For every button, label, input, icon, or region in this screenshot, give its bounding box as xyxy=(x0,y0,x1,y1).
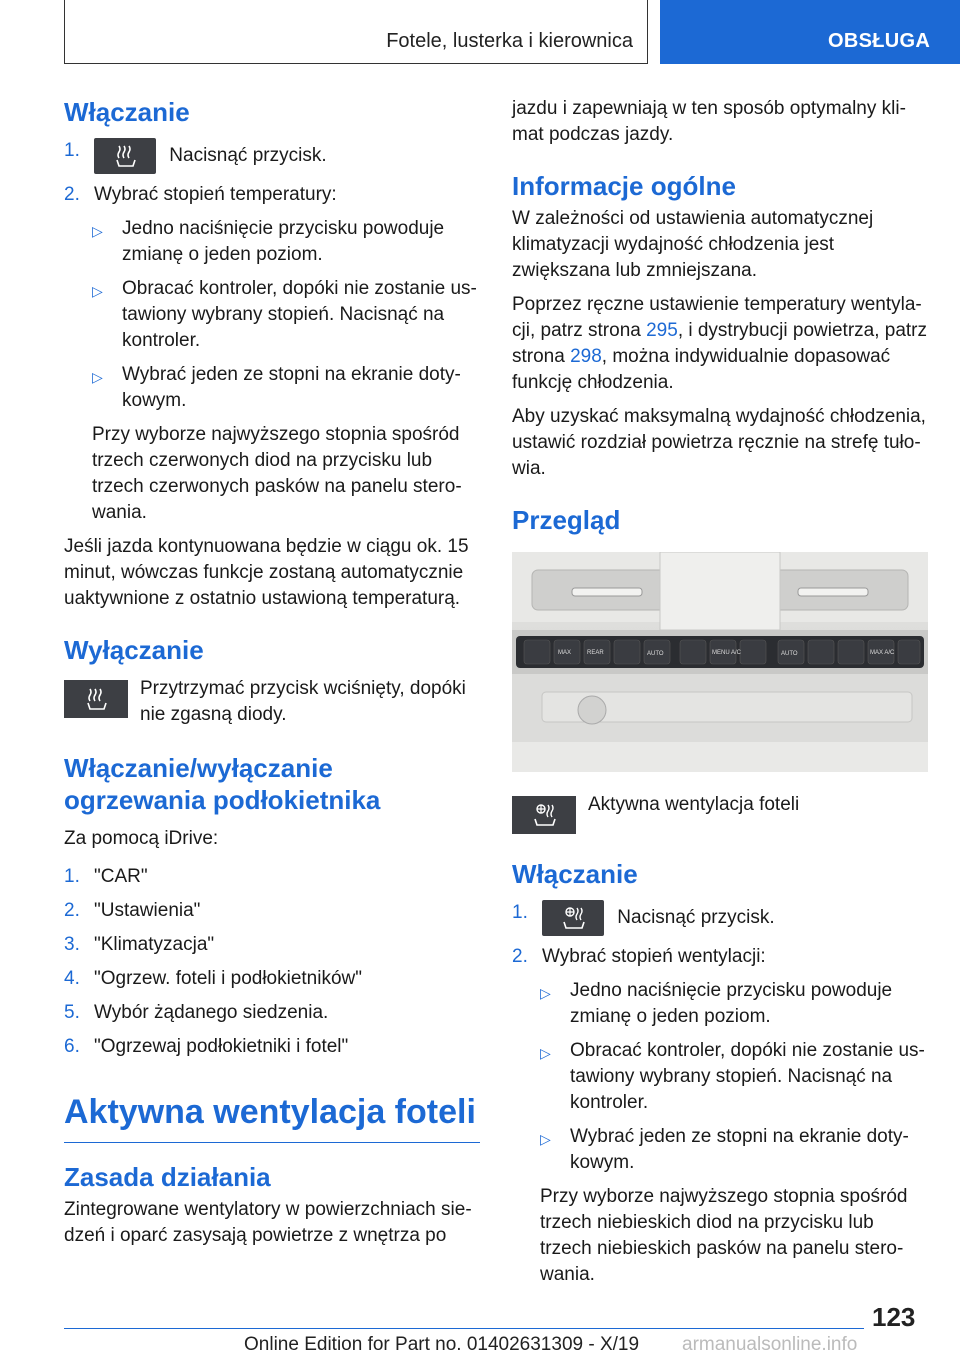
heading-wlaczanie-vent: Włączanie xyxy=(512,859,638,889)
right-column xyxy=(512,96,928,1296)
panel-label-auto: AUTO xyxy=(647,651,664,657)
heading-armrest: Włączanie/wyłączanie ogrzewania podłokietnika xyxy=(64,753,381,815)
idrive-step: 5. Wybór żądanego siedzenia. xyxy=(64,1002,329,1023)
note-text: Przy wyborze najwyższego stopnia spośród trzech czerwonych diod na przycisku lub trzech czerwonych pasków na panelu sterowania. xyxy=(92,424,462,523)
triangle-bullet-icon: ▷ xyxy=(92,369,103,385)
chapter-title: Fotele, lusterka i kierownica xyxy=(386,30,633,52)
list-item: ▷ Obracać kontroler, dopóki nie zostanie ustawiony wybrany stopień. Nacisnąć na kontroler. xyxy=(540,1038,928,1116)
photo-caption: Aktywna wentylacja foteli xyxy=(588,794,800,815)
climate-panel-photo xyxy=(512,552,928,772)
list-item: ▷ Obracać kontroler, dopóki nie zostanie ustawiony wybrany stopień. Nacisnąć na kontroler. xyxy=(92,276,480,354)
panel-label-max-ac: MAX A/C xyxy=(870,650,895,656)
triangle-bullet-icon: ▷ xyxy=(540,1045,551,1061)
seat-heating-button-icon xyxy=(94,138,156,174)
heading-przeglad: Przegląd xyxy=(512,505,621,535)
page-link-298[interactable]: 298 xyxy=(570,346,602,367)
page-link-295[interactable]: 295 xyxy=(646,320,678,341)
chapter-heading-wrap xyxy=(64,1090,480,1143)
heading-zasada: Zasada działania xyxy=(64,1162,271,1192)
list-item: ▷ Jedno naciśnięcie przycisku powoduje zmianę o jeden poziom. xyxy=(92,216,480,268)
idrive-intro: Za pomocą iDrive: xyxy=(64,828,219,849)
idrive-step: 4. "Ogrzew. foteli i podłokietników" xyxy=(64,968,363,989)
zasada-text: Zintegrowane wentylatory w powierzchniach siedzeń i oparć zasysają powietrze z wnętrza po xyxy=(64,1199,472,1246)
footer-edition: Online Edition for Part no. 01402631309 - X/19 xyxy=(244,1334,640,1355)
step-2: 2. Wybrać stopień wentylacji: xyxy=(512,946,766,967)
panel-label-menu-ac: MENU A/C xyxy=(712,650,742,656)
triangle-bullet-icon: ▷ xyxy=(92,283,103,299)
seat-heating-button-icon xyxy=(64,680,128,718)
heading-active-ventilation: Aktywna wentylacja foteli xyxy=(64,1093,476,1131)
info-text-2: Poprzez ręczne ustawienie temperatury wentylacji, patrz strona 295, i dystrybucji powietrza, patrz strona 298, można indywidualnie dopasować funkcję chłodzenia. xyxy=(512,294,928,393)
section-tab[interactable]: OBSŁUGA xyxy=(660,0,960,64)
step-1: 1. Nacisnąć przycisk. xyxy=(64,138,480,174)
idrive-step: 6. "Ogrzewaj podłokietniki i fotel" xyxy=(64,1036,349,1057)
idrive-step: 2. "Ustawienia" xyxy=(64,900,201,921)
off-instruction: Przytrzymać przycisk wciśnięty, dopóki nie zgasną diody. xyxy=(64,676,480,728)
panel-label-auto: AUTO xyxy=(781,651,798,657)
idrive-step: 1. "CAR" xyxy=(64,866,148,887)
triangle-bullet-icon: ▷ xyxy=(540,1131,551,1147)
caption-row xyxy=(512,792,928,834)
idrive-step: 3. "Klimatyzacja" xyxy=(64,934,215,955)
page-header xyxy=(64,0,960,66)
note-text: Przy wyborze najwyższego stopnia spośród trzech niebieskich diod na przycisku lub trzech niebieskich pasków na panelu sterowania. xyxy=(540,1186,908,1285)
list-item: ▷ Wybrać jeden ze stopni na ekranie dotykowym. xyxy=(540,1124,928,1176)
seat-ventilation-button-icon xyxy=(512,796,576,834)
seat-ventilation-button-icon xyxy=(542,900,604,936)
idrive-steps xyxy=(64,864,480,1060)
triangle-bullet-icon: ▷ xyxy=(540,985,551,1001)
footer-divider xyxy=(64,1328,864,1329)
panel-label-max: MAX xyxy=(558,650,572,656)
chapter-box xyxy=(64,0,648,64)
left-column xyxy=(64,96,480,1257)
triangle-bullet-icon: ▷ xyxy=(92,223,103,239)
list-item: ▷ Jedno naciśnięcie przycisku powoduje zmianę o jeden poziom. xyxy=(540,978,928,1030)
heading-wlaczanie: Włączanie xyxy=(64,97,190,127)
page-number: 123 xyxy=(872,1302,916,1332)
auto-resume-text: Jeśli jazda kontynuowana będzie w ciągu ok. 15 minut, wówczas funkcje zostaną automatycznie uaktywnione z ostatnio ustawioną temperaturą. xyxy=(64,536,469,609)
continued-text: jazdu i zapewniają w ten sposób optymalny klimat podczas jazdy. xyxy=(512,98,906,145)
watermark: armanualsonline.info xyxy=(682,1334,858,1355)
heading-wylaczanie: Wyłączanie xyxy=(64,635,204,665)
info-text-1: W zależności od ustawienia automatycznej klimatyzacji wydajność chłodzenia jest zwiększana lub zmniejszana. xyxy=(512,208,874,281)
step-2: 2. Wybrać stopień temperatury: xyxy=(64,184,337,205)
step-1: 1. Nacisnąć przycisk. xyxy=(512,900,928,936)
list-item: ▷ Wybrać jeden ze stopni na ekranie dotykowym. xyxy=(92,362,480,414)
heading-info: Informacje ogólne xyxy=(512,171,736,201)
climate-panel-illustration xyxy=(512,552,928,772)
panel-label-rear: REAR xyxy=(587,650,604,656)
info-text-3: Aby uzyskać maksymalną wydajność chłodzenia, ustawić rozdział powietrza ręcznie na strefę tułowia. xyxy=(512,406,926,479)
